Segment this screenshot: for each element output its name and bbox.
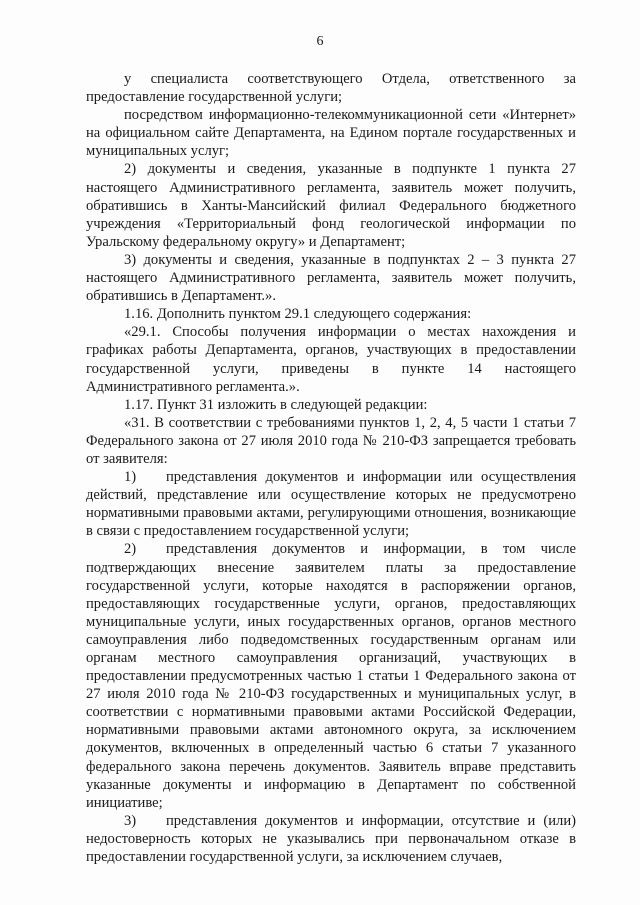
paragraph: 2) документы и сведения, указанные в подпункте 1 пункта 27 настоящего Административного регламента, заявитель может получить, обратившись в Ханты-Мансийский филиал Федерального бюджетного учреждения «Территориальный фонд геологической информации по Уральскому федеральному округу» и Департамент;: [86, 161, 576, 250]
document-body: [86, 70, 576, 866]
paragraph: 3) документы и сведения, указанные в подпунктах 2 – 3 пункта 27 настоящего Административного регламента, заявитель может получить, обратившись в Департамент.».: [86, 251, 576, 305]
paragraph: «31. В соответствии с требованиями пунктов 1, 2, 4, 5 части 1 статьи 7 Федерального закона от 27 июля 2010 года № 210-ФЗ запрещается требовать от заявителя:: [86, 414, 576, 467]
paragraph: 1.16. Дополнить пунктом 29.1 следующего содержания:: [124, 306, 472, 323]
list-item-text: представления документов и информации, в том числе подтверждающих внесение заявителем платы за предоставление государственной услуги, которые находятся в распоряжении органов, предоставляющих государственные услуги, органов, предоставляющих муниципальные услуги, иных государственных органов, органов местного самоуправления либо подведомственных государственным органам или органам местного самоуправления организаций, участвующих в предоставлении предусмотренных частью 1 статьи 1 Федерального закона от 27 июля 2010 года № 210-ФЗ государственных и муниципальных услуг, в соответствии с нормативными правовыми актами Российской Федерации, нормативными правовыми актами автономного округа, за исключением документов, включенных в определенный частью 6 статьи 7 указанного федерального закона перечень документов. Заявитель вправе представить указанные документы и информацию в Департамент по собственной инициативе;: [86, 541, 576, 811]
list-item-number: 2): [124, 541, 137, 558]
list-item-number: 3): [124, 812, 137, 829]
list-item: [86, 540, 576, 811]
list-item-text: представления документов и информации, отсутствие и (или) недостоверность которых не указывались при первоначальном отказе в предоставлении государственной услуги, за исключением случаев,: [86, 812, 576, 866]
paragraph: посредством информационно-телекоммуникационной сети «Интернет» на официальном сайте Департамента, на Едином портале государственных и муниципальных услуг;: [86, 107, 576, 160]
list-item-number: 1): [124, 469, 137, 486]
list-item: [86, 812, 576, 866]
page-number: 6: [316, 34, 324, 49]
list-item-text: представления документов и информации или осуществления действий, представление или осуществление которых не предусмотрено нормативными правовыми актами, регулирующими отношения, возникающие в связи с предоставлением государственной услуги;: [86, 469, 576, 540]
paragraph: 1.17. Пункт 31 изложить в следующей редакции:: [124, 396, 428, 413]
paragraph: у специалиста соответствующего Отдела, ответственного за предоставление государственной услуги;: [86, 71, 576, 106]
list-item: [86, 468, 576, 540]
paragraph: «29.1. Способы получения информации о местах нахождения и графиках работы Департамента, органов, участвующих в предоставлении государственной услуги, приведены в пункте 14 настоящего Административного регламента.».: [86, 324, 576, 395]
